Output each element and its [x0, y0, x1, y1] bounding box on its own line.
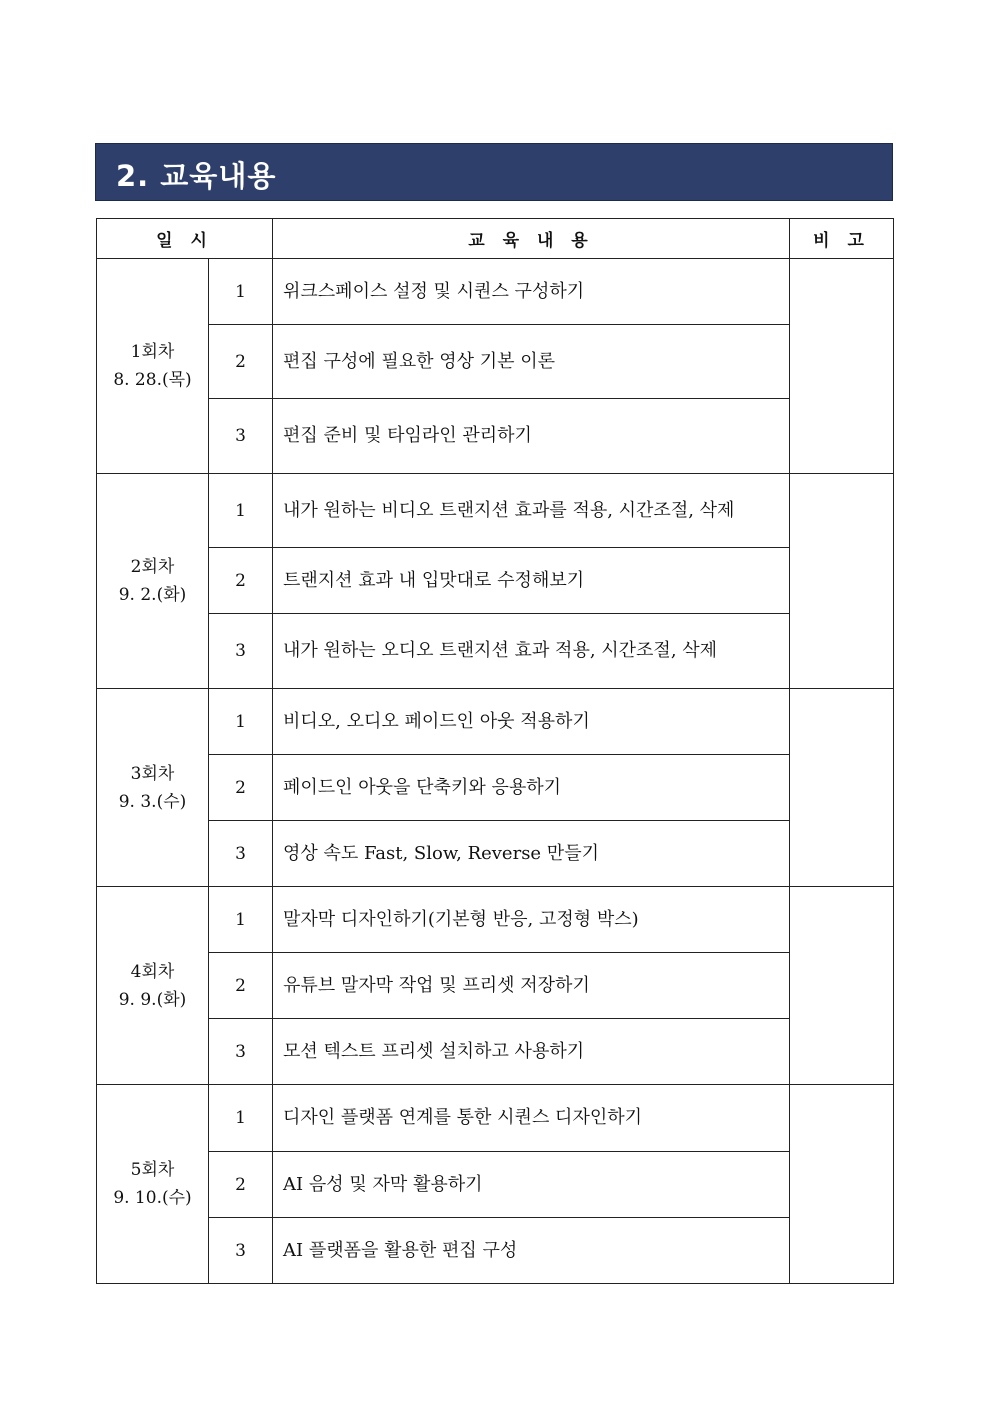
- table-row: [97, 755, 894, 821]
- item-number: 2: [209, 755, 273, 821]
- remark-cell: [790, 1085, 894, 1284]
- session-cell: [97, 689, 209, 887]
- section-header: [95, 143, 893, 201]
- header-content: 교 육 내 용: [273, 219, 790, 259]
- session-date: 9. 3.(수): [118, 791, 187, 812]
- table-row: [97, 1085, 894, 1152]
- item-number: 2: [209, 548, 273, 614]
- item-content: 내가 원하는 비디오 트랜지션 효과를 적용, 시간조절, 삭제: [273, 474, 790, 548]
- session-date: 8. 28.(목): [113, 370, 192, 390]
- session-date: 9. 10.(수): [113, 1188, 192, 1208]
- item-number: 2: [209, 953, 273, 1019]
- session-cell: [97, 259, 209, 474]
- item-content: 페이드인 아웃을 단축키와 응용하기: [273, 755, 790, 821]
- item-content: 트랜지션 효과 내 입맛대로 수정해보기: [273, 548, 790, 614]
- remark-cell: [790, 474, 894, 689]
- item-number: 3: [209, 399, 273, 474]
- item-number: 3: [209, 1019, 273, 1085]
- table-row: [97, 474, 894, 548]
- item-content: 편집 준비 및 타임라인 관리하기: [273, 399, 790, 474]
- session-date: 9. 9.(화): [118, 989, 187, 1010]
- session-cell: [97, 474, 209, 689]
- table-row: [97, 325, 894, 399]
- session-name: 3회차: [130, 763, 175, 784]
- header-remark: 비 고: [790, 219, 894, 259]
- item-number: 3: [209, 1218, 273, 1284]
- remark-cell: [790, 689, 894, 887]
- session-date: 9. 2.(화): [118, 585, 187, 605]
- curriculum-table: [96, 218, 894, 1284]
- session-cell: [97, 1085, 209, 1284]
- session-name: 2회차: [130, 557, 175, 577]
- table-row: [97, 399, 894, 474]
- item-content: 비디오, 오디오 페이드인 아웃 적용하기: [273, 689, 790, 755]
- item-content: 내가 원하는 오디오 트랜지션 효과 적용, 시간조절, 삭제: [273, 614, 790, 689]
- item-content: AI 음성 및 자막 활용하기: [273, 1152, 790, 1218]
- session-name: 1회차: [130, 342, 175, 362]
- item-number: 1: [209, 259, 273, 325]
- item-number: 2: [209, 1152, 273, 1218]
- item-number: 1: [209, 474, 273, 548]
- remark-cell: [790, 887, 894, 1085]
- session-name: 5회차: [130, 1160, 175, 1180]
- section-title: 2. 교육내용: [116, 159, 277, 193]
- remark-cell: [790, 259, 894, 474]
- item-number: 1: [209, 1085, 273, 1152]
- table-row: [97, 1019, 894, 1085]
- table-row: [97, 887, 894, 953]
- session-cell: [97, 887, 209, 1085]
- table-row: [97, 614, 894, 689]
- table-row: [97, 689, 894, 755]
- table-row: [97, 548, 894, 614]
- table-row: [97, 259, 894, 325]
- table-row: [97, 953, 894, 1019]
- item-number: 1: [209, 689, 273, 755]
- item-number: 1: [209, 887, 273, 953]
- table-row: [97, 821, 894, 887]
- item-content: AI 플랫폼을 활용한 편집 구성: [273, 1218, 790, 1284]
- item-number: 3: [209, 821, 273, 887]
- header-date: 일 시: [97, 219, 273, 259]
- item-content: 위크스페이스 설정 및 시퀀스 구성하기: [273, 259, 790, 325]
- item-content: 편집 구성에 필요한 영상 기본 이론: [273, 325, 790, 399]
- table-row: [97, 1152, 894, 1218]
- item-content: 영상 속도 Fast, Slow, Reverse 만들기: [273, 821, 790, 887]
- item-content: 모션 텍스트 프리셋 설치하고 사용하기: [273, 1019, 790, 1085]
- session-name: 4회차: [130, 961, 175, 982]
- item-content: 디자인 플랫폼 연계를 통한 시퀀스 디자인하기: [273, 1085, 790, 1152]
- item-content: 말자막 디자인하기(기본형 반응, 고정형 박스): [273, 887, 790, 953]
- header-row: [97, 219, 894, 259]
- item-number: 3: [209, 614, 273, 689]
- table-row: [97, 1218, 894, 1284]
- item-content: 유튜브 말자막 작업 및 프리셋 저장하기: [273, 953, 790, 1019]
- item-number: 2: [209, 325, 273, 399]
